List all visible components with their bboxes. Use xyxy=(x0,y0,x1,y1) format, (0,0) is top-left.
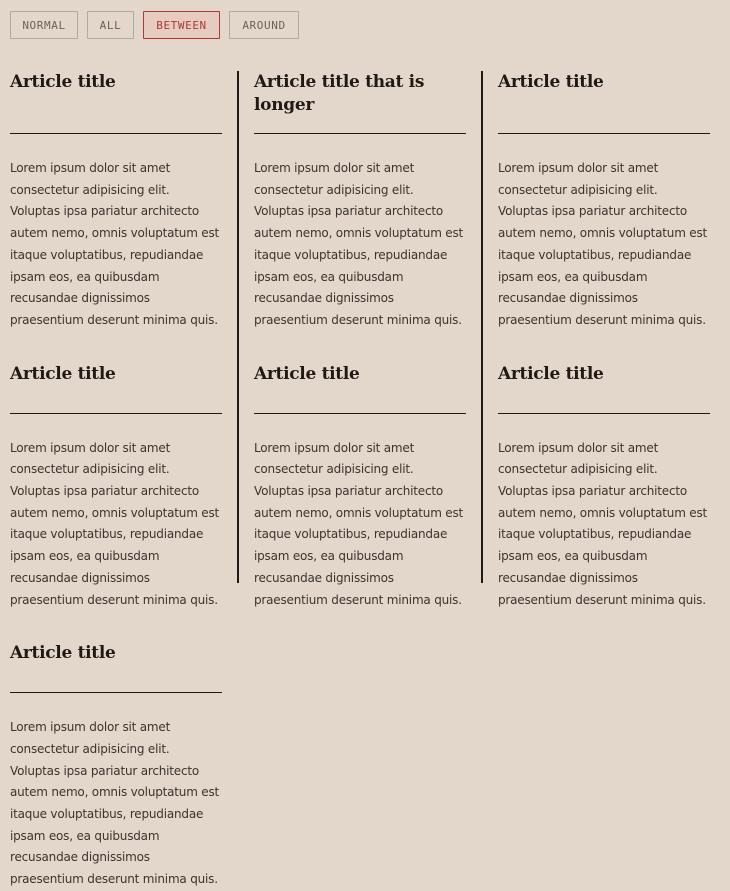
all-mode-button[interactable]: ALL xyxy=(87,11,134,39)
column-divider xyxy=(481,71,483,583)
article-column xyxy=(498,71,710,611)
article-title: Article title xyxy=(498,363,604,384)
article-title: Article title xyxy=(498,72,604,92)
article-body: Lorem ipsum dolor sit amet consectetur adipisicing elit. Voluptas ipsa pariatur architecto autem nemo, omnis voluptatum est itaque voluptatibus, repudiandae ipsam eos, ea quibusdam recusandae dignissimos praesentium deserunt minima quis. xyxy=(498,161,708,327)
article-title: Article title xyxy=(10,72,116,92)
article-card xyxy=(10,642,222,891)
normal-mode-button[interactable]: NORMAL xyxy=(10,11,78,39)
article-body: Lorem ipsum dolor sit amet consectetur adipisicing elit. Voluptas ipsa pariatur architecto autem nemo, omnis voluptatum est itaque voluptatibus, repudiandae ipsam eos, ea quibusdam recusandae dignissimos praesentium deserunt minima quis. xyxy=(498,440,708,607)
article-body: Lorem ipsum dolor sit amet consectetur adipisicing elit. Voluptas ipsa pariatur architecto autem nemo, omnis voluptatum est itaque voluptatibus, repudiandae ipsam eos, ea quibusdam recusandae dignissimos praesentium deserunt minima quis. xyxy=(10,161,220,327)
article-card xyxy=(498,363,710,612)
article-body: Lorem ipsum dolor sit amet consectetur adipisicing elit. Voluptas ipsa pariatur architecto autem nemo, omnis voluptatum est itaque voluptatibus, repudiandae ipsam eos, ea quibusdam recusandae dignissimos praesentium deserunt minima quis. xyxy=(10,720,220,887)
article-body: Lorem ipsum dolor sit amet consectetur adipisicing elit. Voluptas ipsa pariatur architecto autem nemo, omnis voluptatum est itaque voluptatibus, repudiandae ipsam eos, ea quibusdam recusandae dignissimos praesentium deserunt minima quis. xyxy=(10,440,220,607)
between-mode-button[interactable]: BETWEEN xyxy=(143,11,220,39)
article-card xyxy=(254,71,466,332)
column-divider xyxy=(237,71,239,583)
article-title: Article title xyxy=(10,363,116,384)
article-title: Article title xyxy=(10,643,116,664)
article-body: Lorem ipsum dolor sit amet consectetur adipisicing elit. Voluptas ipsa pariatur architecto autem nemo, omnis voluptatum est itaque voluptatibus, repudiandae ipsam eos, ea quibusdam recusandae dignissimos praesentium deserunt minima quis. xyxy=(254,161,464,327)
article-card xyxy=(498,71,710,332)
justify-mode-toolbar xyxy=(10,11,299,39)
article-title: Article title xyxy=(254,363,360,384)
article-card xyxy=(254,363,466,612)
article-title: Article title that is longer xyxy=(254,72,425,115)
article-card xyxy=(10,71,222,332)
article-column xyxy=(10,71,222,891)
article-column xyxy=(254,71,466,611)
article-card xyxy=(10,363,222,612)
around-mode-button[interactable]: AROUND xyxy=(229,11,299,39)
article-body: Lorem ipsum dolor sit amet consectetur adipisicing elit. Voluptas ipsa pariatur architecto autem nemo, omnis voluptatum est itaque voluptatibus, repudiandae ipsam eos, ea quibusdam recusandae dignissimos praesentium deserunt minima quis. xyxy=(254,440,464,607)
